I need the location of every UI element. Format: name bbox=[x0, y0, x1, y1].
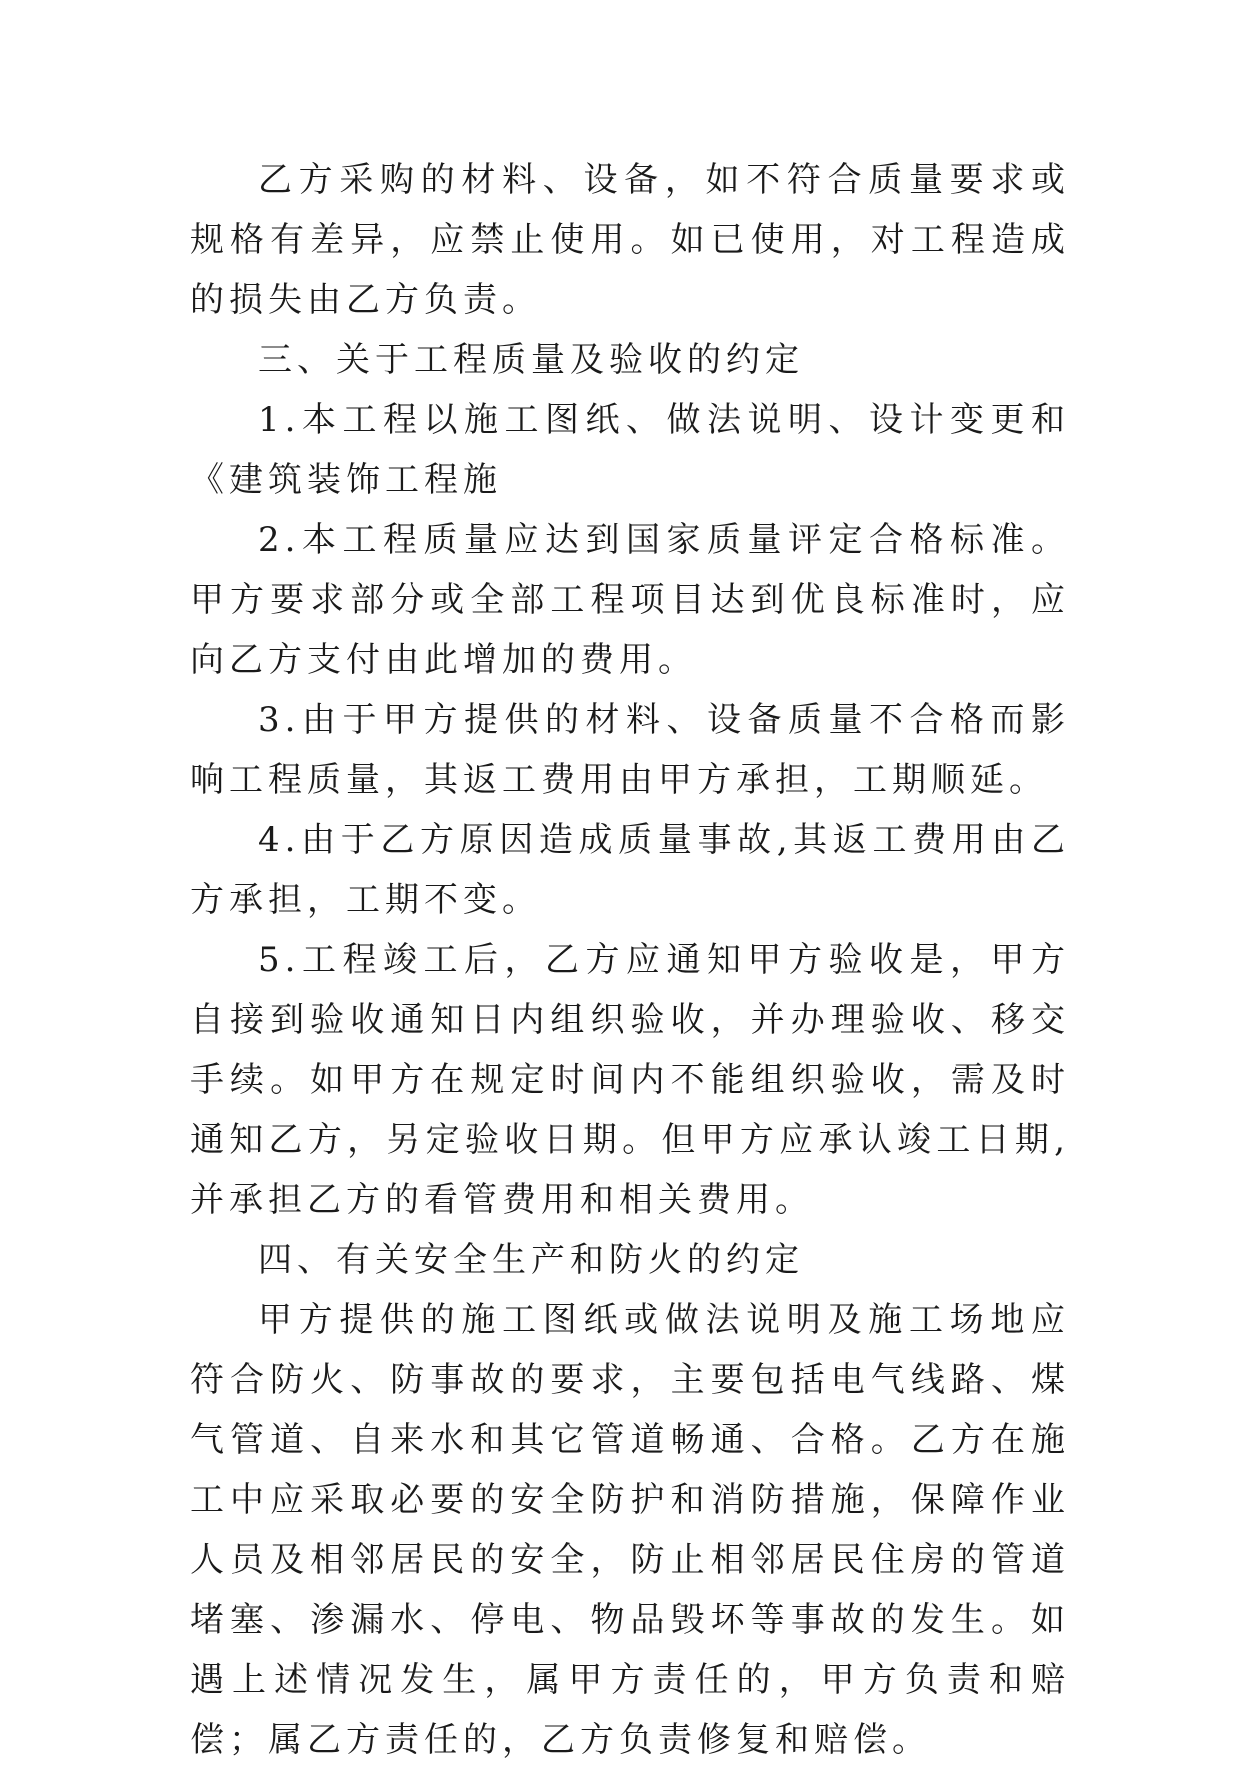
clause-2: 2.本工程质量应达到国家质量评定合格标准。甲方要求部分或全部工程项目达到优良标准时，应向乙方支付由此增加的费用。 bbox=[190, 520, 1070, 680]
document-body bbox=[190, 150, 1070, 1770]
paragraph-safety-fire: 甲方提供的施工图纸或做法说明及施工场地应符合防火、防事故的要求，主要包括电气线路、煤气管道、自来水和其它管道畅通、合格。乙方在施工中应采取必要的安全防护和消防措施，保障作业人员及相邻居民的安全，防止相邻居民住房的管道堵塞、渗漏水、停电、物品毁坏等事故的发生。如遇上述情况发生，属甲方责任的，甲方负责和赔偿；属乙方责任的，乙方负责修复和赔偿。 bbox=[190, 1300, 1070, 1760]
section-heading-quality-acceptance: 三、关于工程质量及验收的约定 bbox=[258, 340, 804, 380]
clause-1: 1.本工程以施工图纸、做法说明、设计变更和《建筑装饰工程施 bbox=[190, 400, 1070, 500]
clause-3: 3.由于甲方提供的材料、设备质量不合格而影响工程质量，其返工费用由甲方承担，工期顺延。 bbox=[190, 700, 1070, 800]
paragraph-material-quality: 乙方采购的材料、设备，如不符合质量要求或规格有差异，应禁止使用。如已使用，对工程造成的损失由乙方负责。 bbox=[190, 160, 1070, 320]
section-heading-safety-fire: 四、有关安全生产和防火的约定 bbox=[258, 1240, 804, 1280]
clause-5: 5.工程竣工后，乙方应通知甲方验收是，甲方自接到验收通知日内组织验收，并办理验收、移交手续。如甲方在规定时间内不能组织验收，需及时通知乙方，另定验收日期。但甲方应承认竣工日期,并承担乙方的看管费用和相关费用。 bbox=[190, 940, 1070, 1220]
clause-4: 4.由于乙方原因造成质量事故,其返工费用由乙方承担，工期不变。 bbox=[190, 820, 1070, 920]
